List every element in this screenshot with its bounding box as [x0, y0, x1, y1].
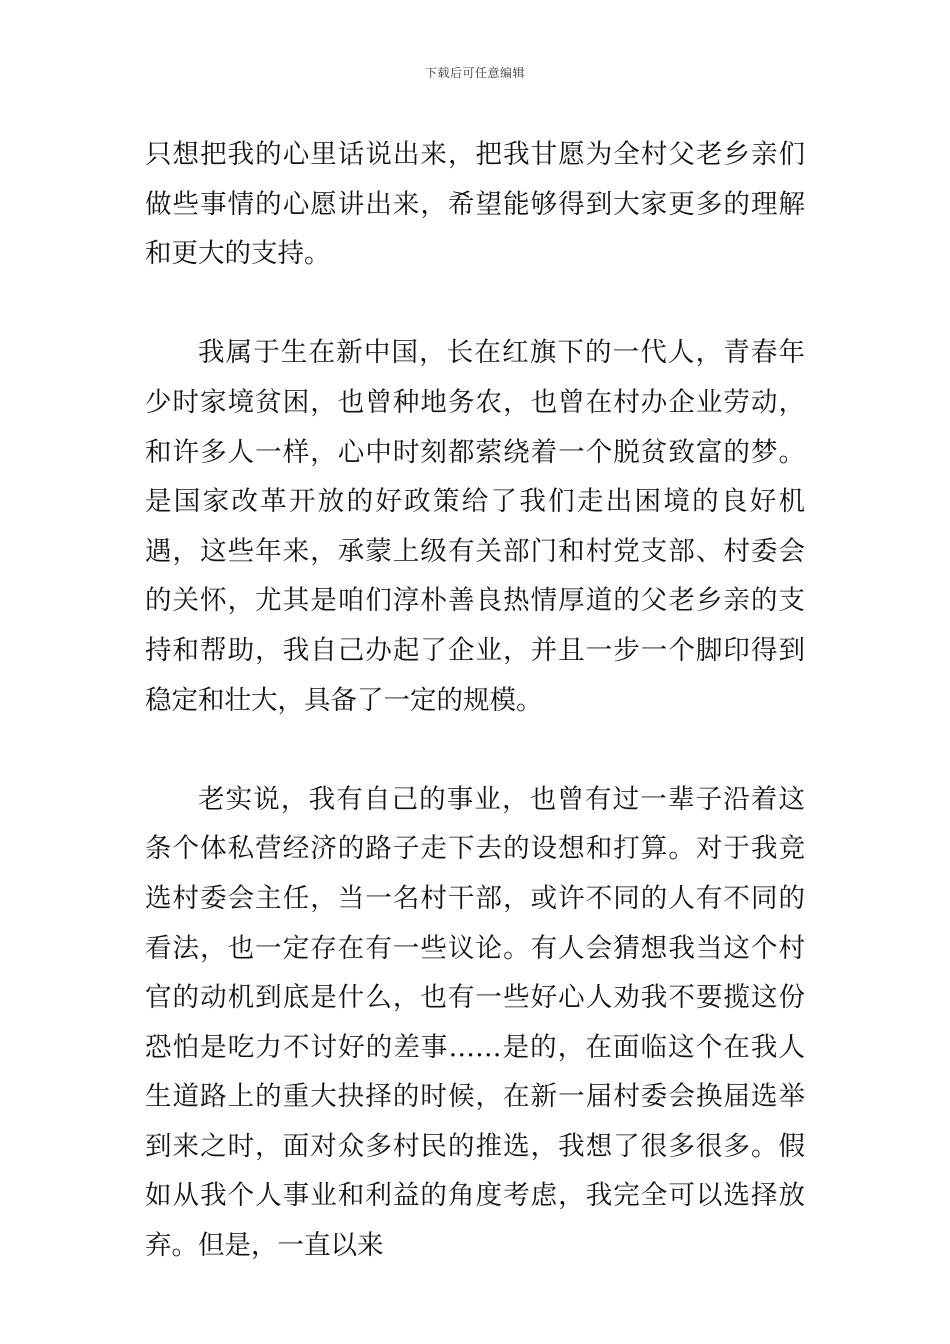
- paragraph-1: 只想把我的心里话说出来，把我甘愿为全村父老乡亲们做些事情的心愿讲出来，希望能够得到大家更多的理解和更大的支持。: [145, 139, 805, 270]
- paragraph-gap: [145, 279, 805, 329]
- paragraph-2: 我属于生在新中国，长在红旗下的一代人，青春年少时家境贫困，也曾种地务农，也曾在村办企业劳动，和许多人一样，心中时刻都萦绕着一个脱贫致富的梦。是国家改革开放的好政策给了我们走出困境的良好机遇，这些年来，承蒙上级有关部门和村党支部、村委会的关怀，尤其是咱们淳朴善良热情厚道的父老乡亲的支持和帮助，我自己办起了企业，并且一步一个脚印得到稳定和壮大，具备了一定的规模。: [145, 337, 805, 716]
- document-body: [145, 130, 805, 1271]
- paragraph-3: 老实说，我有自己的事业，也曾有过一辈子沿着这条个体私营经济的路子走下去的设想和打算。对于我竞选村委会主任，当一名村干部，或许不同的人有不同的看法，也一定存在有一些议论。有人会猜想我当这个村官的动机到底是什么，也有一些好心人劝我不要揽这份恐怕是吃力不讨好的差事……是的，在面临这个在我人生道路上的重大抉择的时候，在新一届村委会换届选举到来之时，面对众多村民的推选，我想了很多很多。假如从我个人事业和利益的角度考虑，我完全可以选择放弃。但是，一直以来: [145, 783, 805, 1262]
- paragraph-gap: [145, 725, 805, 775]
- page-header: 下载后可任意编辑: [424, 66, 525, 80]
